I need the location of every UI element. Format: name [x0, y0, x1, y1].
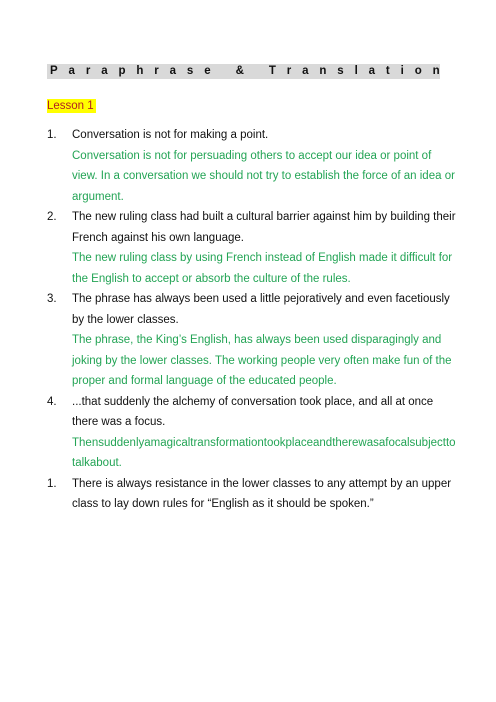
title-letter: a: [302, 65, 309, 77]
title-letter: i: [400, 65, 404, 77]
item-number: 3.: [47, 293, 57, 305]
item-paraphrase: The phrase, the King’s English, has always been used disparagingly and joking by the lower classes. The working people very often make fun of the proper and formal language of the educated people.: [72, 334, 452, 387]
list-item: [47, 289, 457, 392]
item-sentence: There is always resistance in the lower classes to any attempt by an upper class to lay down rules for “English as it should be spoken.”: [72, 477, 452, 510]
title-letter: a: [68, 65, 75, 77]
list-item: [47, 207, 457, 289]
item-number: 2.: [47, 211, 57, 223]
list-item: [47, 392, 457, 474]
title-letter: s: [186, 65, 194, 77]
title-letter: n: [319, 65, 327, 77]
title-letter: h: [136, 65, 144, 77]
title-letter: [255, 65, 258, 78]
item-number: 4.: [47, 395, 57, 408]
title-letter: l: [354, 65, 358, 77]
item-sentence: The new ruling class had built a cultural barrier against him by building their French against his own language.: [72, 211, 456, 244]
title-letter: &: [235, 65, 244, 77]
title-letter: p: [118, 65, 126, 77]
title-letter: T: [268, 65, 276, 77]
title-letter: P: [50, 65, 58, 77]
item-sentence: The phrase has always been used a little pejoratively and even facetiously by the lower classes.: [72, 293, 450, 326]
title-letter: r: [154, 65, 159, 77]
title-letter: [221, 65, 224, 78]
item-paraphrase: Conversation is not for persuading others to accept our idea or point of view. In a conversation we should not try to establish the force of an idea or argument.: [72, 149, 455, 203]
title-letter: a: [101, 65, 108, 77]
item-list: [47, 125, 457, 515]
title-letter: e: [204, 65, 211, 77]
item-sentence: ...that suddenly the alchemy of conversation took place, and all at once there was a focus.: [72, 395, 434, 428]
item-number: 1.: [47, 129, 57, 141]
list-item: [47, 474, 457, 515]
title-letter: n: [432, 65, 440, 77]
item-number: 1.: [47, 477, 57, 490]
list-item: [47, 125, 457, 207]
title-letter: a: [169, 65, 177, 77]
title-letter: r: [286, 65, 292, 77]
item-sentence: Conversation is not for making a point.: [72, 129, 269, 141]
item-paraphrase: The new ruling class by using French instead of English made it difficult for the English to accept or absorb the culture of the rules.: [72, 252, 453, 285]
lesson-label: Lesson 1: [47, 100, 94, 112]
page-title: [50, 65, 440, 78]
title-letter: r: [85, 65, 91, 77]
title-letter: t: [385, 65, 390, 77]
item-paraphrase: Thensuddenlyamagicaltransformationtookplaceandtherewasafocalsubjecttotalkabout.: [72, 436, 456, 469]
title-letter: o: [414, 65, 422, 77]
title-letter: a: [368, 65, 376, 77]
title-letter: s: [337, 65, 344, 77]
